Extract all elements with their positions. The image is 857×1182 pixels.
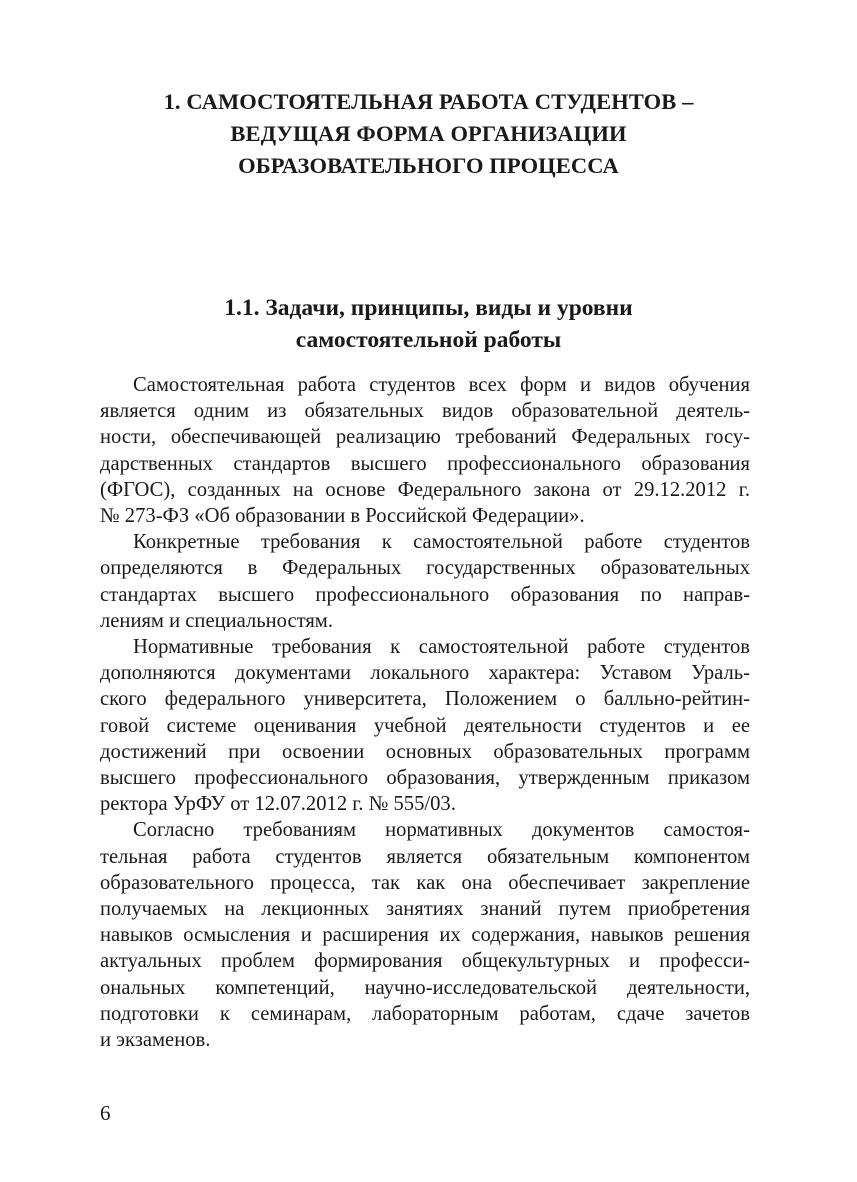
chapter-title-line: ВЕДУЩАЯ ФОРМА ОРГАНИЗАЦИИ [230,121,627,146]
text-line: достижений при освоении основных образовательных программ [100,740,750,763]
text-line: высшего профессионального образования, утвержденным приказом [100,767,750,790]
paragraph-4 [100,817,750,1053]
text-line: говой системе оценивания учебной деятельности студентов и ее [100,714,750,737]
chapter-title-line: ОБРАЗОВАТЕЛЬНОГО ПРОЦЕССА [238,153,619,178]
paragraph-1 [100,372,750,529]
text-line: получаемых на лекционных занятиях знаний путем приобретения [100,898,750,921]
text-line: и экзаменов. [100,1029,211,1052]
text-line: стандартах высшего профессионального образования по направ- [100,583,750,606]
section-title-line: 1.1. Задачи, принципы, виды и уровни [224,295,633,321]
text-line: № 273-ФЗ «Об образовании в Российской Федерации». [100,505,585,528]
text-line: определяются в Федеральных государственных образовательных [100,557,750,580]
text-line: навыков осмысления и расширения их содержания, навыков решения [100,924,750,947]
text-line: ректора УрФУ от 12.07.2012 г. № 555/03. [100,793,456,816]
text-line: актуальных проблем формирования общекультурных и професси- [100,950,750,973]
body-text [100,372,750,1053]
text-line: является одним из обязательных видов образовательной деятель- [100,400,750,423]
text-line: дополняются документами локального характера: Уставом Ураль- [100,662,750,685]
text-line: ональных компетенций, научно-исследовательской деятельности, [100,976,750,999]
text-line: тельная работа студентов является обязательным компонентом [100,845,750,868]
section-title [100,292,757,356]
page-number: 6 [100,1101,111,1125]
text-line: ского федерального университета, Положением о балльно-рейтин- [100,688,750,711]
text-line: подготовки к семинарам, лабораторным работам, сдаче зачетов [100,1002,750,1025]
text-line: Нормативные требования к самостоятельной работе студентов [133,636,750,659]
text-line: лениям и специальностям. [100,609,333,632]
text-line: образовательного процесса, так как она обеспечивает закрепление [100,871,750,894]
chapter-title-line: 1. САМОСТОЯТЕЛЬНАЯ РАБОТА СТУДЕНТОВ – [163,89,694,114]
text-line: Самостоятельная работа студентов всех форм и видов обучения [133,374,750,396]
text-line: ности, обеспечивающей реализацию требований Федеральных госу- [100,426,750,449]
text-line: Конкретные требования к самостоятельной работе студентов [133,531,750,554]
text-line: (ФГОС), созданных на основе Федерального закона от 29.12.2012 г. [100,478,750,501]
paragraph-2 [100,529,750,634]
paragraph-3 [100,634,750,817]
section-title-line: самостоятельной работы [295,327,562,353]
text-line: дарственных стандартов высшего профессионального образования [100,452,750,475]
text-line: Согласно требованиям нормативных документов самостоя- [133,819,750,842]
chapter-title [100,86,757,182]
